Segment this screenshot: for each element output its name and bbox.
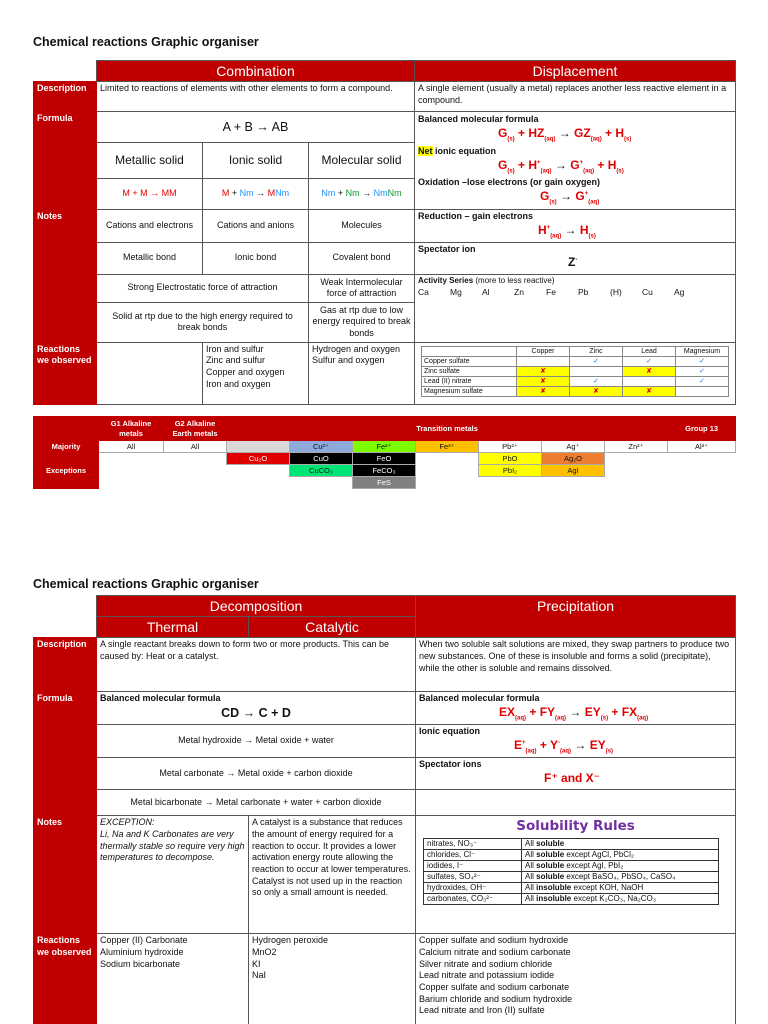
- reduction-label: Reduction – gain electrons: [418, 210, 534, 221]
- decomp-example-1: Metal hydroxide → Metal oxide + water: [97, 725, 416, 758]
- col-metallic: Metallic solid: [97, 143, 203, 178]
- reaction-item: Copper sulfate and sodium hydroxide: [419, 935, 569, 946]
- spectator-ions-value: F⁺ and X⁻: [544, 770, 601, 785]
- combination-header: Combination: [97, 61, 415, 82]
- metallic-example: M + M → MM: [97, 178, 203, 209]
- reaction-item: Aluminium hydroxide: [100, 946, 184, 957]
- reaction-item: Sulfur and oxygen: [312, 355, 385, 366]
- catalyst-notes: A catalyst is a substance that reduces the amount of energy required for a reaction to occur. It provides a lower activation energy route allowing the reaction to occur at lower temperatures. Catalyst is not used up in the reaction so only a small amount is needed.: [249, 816, 416, 934]
- reaction-item: MnO2: [252, 946, 277, 957]
- exc-fes: FeS: [353, 477, 416, 489]
- grid-header: Magnesium: [676, 346, 729, 356]
- weak-force: Weak Intermolecular force of attraction: [309, 274, 415, 302]
- decomp-example-3: Metal bicarbonate → Metal carbonate + water + carbon dioxide: [97, 790, 416, 816]
- net-ionic-label: Net ionic equation: [418, 146, 497, 157]
- col-molecular: Molecular solid: [309, 143, 415, 178]
- note-ionic-bond: Ionic bond: [203, 242, 309, 274]
- grid-cell: [676, 387, 729, 397]
- cross-icon: ✘: [517, 376, 570, 386]
- solubility-rule: All insoluble except KOH, NaOH: [522, 882, 719, 893]
- reaction-item: Hydrogen peroxide: [252, 935, 329, 946]
- exc-pbi2: PbI₂: [479, 465, 542, 477]
- spectator-cell: [415, 242, 736, 274]
- anion-label: hydroxides, OH⁻: [424, 882, 522, 893]
- reaction-item: NaI: [252, 970, 267, 981]
- anion-label: iodides, I⁻: [424, 860, 522, 871]
- ionic-reactions: [203, 342, 309, 404]
- precip-balanced-label: Balanced molecular formula: [419, 693, 540, 704]
- note-molecular-particles: Molecules: [309, 209, 415, 242]
- exc-feo: FeO: [353, 453, 416, 465]
- majority-ag: Ag⁺: [542, 441, 605, 453]
- decomposition-header: Decomposition: [97, 596, 416, 617]
- cross-icon: ✘: [517, 387, 570, 397]
- side-label-formula: Formula: [34, 112, 97, 210]
- solubility-cell: [416, 816, 736, 934]
- note-covalent-bond: Covalent bond: [309, 242, 415, 274]
- activity-metal: Pb: [578, 287, 589, 298]
- spectator-label: Spectator ion: [418, 243, 476, 254]
- spectator-ions-cell: [416, 758, 736, 790]
- balanced-equation: $G_{(s)} + HZ_{(aq)} \to GZ_{(aq)} + H_{(s)}$: [498, 125, 632, 143]
- note-metallic-bond: Metallic bond: [97, 242, 203, 274]
- check-icon: ✓: [676, 366, 729, 376]
- check-icon: ✓: [676, 356, 729, 366]
- catalytic-header: Catalytic: [249, 617, 416, 638]
- activity-metal: Ca: [418, 287, 429, 298]
- exception-text: Li, Na and K Carbonates are very thermally stable so require very high temperatures to decompose.: [100, 828, 245, 863]
- exc-cuo: CuO: [290, 453, 353, 465]
- g1-header: G1 Alkaline metals: [99, 417, 164, 441]
- majority-g2: All: [164, 441, 227, 453]
- solubility-rule: All soluble: [522, 838, 719, 849]
- check-icon: ✓: [570, 356, 623, 366]
- thermal-header: Thermal: [97, 617, 249, 638]
- check-icon: ✓: [676, 376, 729, 386]
- oxidation-equation: $G_{(s)} \to G^+_{(aq)}$: [540, 188, 600, 206]
- majority-blank: [227, 441, 290, 453]
- grid-header: Lead: [623, 346, 676, 356]
- activity-metal: Zn: [514, 287, 524, 298]
- activity-metal: (H): [610, 287, 622, 298]
- solubility-rule: All soluble except BaSO₄, PbSO₄, CaSO₄: [522, 871, 719, 882]
- reaction-item: KI: [252, 958, 261, 969]
- majority-cu: Cu²⁺: [290, 441, 353, 453]
- decomp-balanced-label: Balanced molecular formula: [100, 693, 221, 704]
- transition-header: Transition metals: [227, 417, 668, 441]
- anion-label: sulfates, SO₄²⁻: [424, 871, 522, 882]
- cross-icon: ✘: [623, 387, 676, 397]
- decomp-example-2: Metal carbonate → Metal oxide + carbon dioxide: [97, 758, 416, 790]
- reaction-item: Hydrogen and oxygen: [312, 343, 401, 354]
- reaction-item: Barium chloride and sodium hydroxide: [419, 993, 573, 1004]
- reactions-table-2: [33, 595, 736, 1024]
- cross-icon: ✘: [517, 366, 570, 376]
- precip-balanced-cell: [416, 692, 736, 725]
- activity-series: [418, 287, 732, 298]
- solubility-title: Solubility Rules: [516, 818, 635, 835]
- majority-g1: All: [99, 441, 164, 453]
- reaction-item: Copper (II) Carbonate: [100, 935, 188, 946]
- cross-icon: ✘: [570, 387, 623, 397]
- displacement-observations: [415, 342, 736, 404]
- net-ionic-equation: $G_{(s)} + H^+_{(aq)} \to G^+_{(aq)} + H_{(s)}$: [498, 157, 624, 175]
- side2-notes: Notes: [34, 816, 97, 934]
- majority-fe3: Fe³⁺: [416, 441, 479, 453]
- gas-rtp: Gas at rtp due to low energy required to break bonds: [309, 302, 415, 342]
- exc-feco3: FeCO₃: [353, 465, 416, 477]
- strong-force: Strong Electrostatic force of attraction: [97, 274, 309, 302]
- combination-description: Limited to reactions of elements with other elements to form a compound.: [97, 82, 415, 112]
- side-label-notes: Notes: [34, 209, 97, 342]
- majority-label: Majority: [34, 441, 99, 453]
- displacement-grid: [421, 346, 729, 397]
- exception-label: EXCEPTION:: [100, 817, 155, 828]
- oxidation-label: Oxidation –lose electrons (or gain oxygen): [418, 176, 601, 187]
- activity-metal: Fe: [546, 287, 556, 298]
- g13-header: Group 13: [668, 417, 736, 441]
- reduction-cell: [415, 209, 736, 242]
- anion-label: chlorides, Cl⁻: [424, 849, 522, 860]
- balanced-label: Balanced molecular formula: [418, 114, 539, 125]
- precipitation-description: When two soluble salt solutions are mixed, they swap partners to produce two new substances. One of these is insoluble and forms a solid (precipitate), while the other is soluble and remains dissolved.: [416, 638, 736, 692]
- exc-ag2o: Ag₂O: [542, 453, 605, 465]
- reaction-item: Lead nitrate and potassium iodide: [419, 970, 555, 981]
- activity-metal: Cu: [642, 287, 653, 298]
- activity-series-cell: [415, 274, 736, 342]
- side2-description: Description: [34, 638, 97, 692]
- decomp-formula: CD → C + D: [221, 706, 291, 721]
- spectator-value: Z-: [568, 255, 578, 270]
- grid-row-label: Lead (II) nitrate: [422, 376, 517, 386]
- catalytic-reactions: [249, 934, 416, 1024]
- reaction-item: Iron and sulfur: [206, 343, 264, 354]
- ionic-label: Ionic equation: [419, 726, 481, 737]
- activity-metal: Al: [482, 287, 490, 298]
- majority-fe2: Fe²⁺: [353, 441, 416, 453]
- combination-formula: A + B → AB: [97, 112, 415, 143]
- displacement-description: A single element (usually a metal) replaces another less reactive element in a compound.: [415, 82, 736, 112]
- check-icon: ✓: [570, 376, 623, 386]
- decomposition-formula-cell: [97, 692, 416, 725]
- grid-row-label: Zinc sulfate: [422, 366, 517, 376]
- grid-header: Copper: [517, 346, 570, 356]
- thermal-reactions: [97, 934, 249, 1024]
- page-title: Chemical reactions Graphic organiser: [33, 35, 259, 49]
- grid-row-label: Magnesium sulfate: [422, 387, 517, 397]
- anion-label: nitrates, NO₃⁻: [424, 838, 522, 849]
- reduction-equation: $H^+_{(aq)} \to H_{(s)}$: [538, 222, 596, 239]
- solubility-rule: All insoluble except K₂CO₃, Na₂CO₃: [522, 893, 719, 904]
- precipitation-reactions: [416, 934, 736, 1024]
- note-metallic-particles: Cations and electrons: [97, 209, 203, 242]
- reactions-table-1: [33, 60, 736, 405]
- grid-cell: [517, 356, 570, 366]
- side2-formula: Formula: [34, 692, 97, 816]
- anion-label: carbonates, CO₃²⁻: [424, 893, 522, 904]
- majority-zn: Zn²⁺: [605, 441, 668, 453]
- grid-cell: [570, 366, 623, 376]
- cross-icon: ✘: [623, 366, 676, 376]
- solubility-rules: [423, 838, 719, 905]
- decomposition-description: A single reactant breaks down to form two or more products. This can be caused by: Heat or a catalyst.: [97, 638, 416, 692]
- majority-al: Al³⁺: [668, 441, 736, 453]
- activity-metal: Ag: [674, 287, 685, 298]
- majority-pb: Pb²⁺: [479, 441, 542, 453]
- grid-row-label: Copper sulfate: [422, 356, 517, 366]
- solid-rtp: Solid at rtp due to the high energy required to break bonds: [97, 302, 309, 342]
- page2-title: Chemical reactions Graphic organiser: [33, 577, 259, 591]
- exceptions-label: Exceptions: [34, 453, 99, 489]
- spectator-ions-label: Spectator ions: [419, 759, 482, 770]
- col-ionic: Ionic solid: [203, 143, 309, 178]
- solubility-rule: All soluble except AgCl, PbCl₂: [522, 849, 719, 860]
- displacement-formulas: [415, 112, 736, 210]
- reaction-item: Sodium bicarbonate: [100, 958, 181, 969]
- exc-cu2o: Cu₂O: [227, 453, 290, 465]
- reaction-item: Silver nitrate and sodium chloride: [419, 958, 553, 969]
- exc-pbo: PbO: [479, 453, 542, 465]
- reaction-item: Iron and oxygen: [206, 378, 271, 389]
- grid-cell: [623, 376, 676, 386]
- reaction-item: Copper and oxygen: [206, 367, 285, 378]
- displacement-header: Displacement: [415, 61, 736, 82]
- precipitation-header: Precipitation: [416, 596, 736, 638]
- reaction-item: Zinc and sulfur: [206, 355, 266, 366]
- check-icon: ✓: [623, 356, 676, 366]
- side-label-reactions: Reactions we observed: [34, 342, 97, 404]
- reaction-item: Calcium nitrate and sodium carbonate: [419, 946, 571, 957]
- solubility-rule: All soluble except AgI, PbI₂: [522, 860, 719, 871]
- reaction-item: Copper sulfate and sodium carbonate: [419, 981, 570, 992]
- exc-agi: AgI: [542, 465, 605, 477]
- activity-metal: Mg: [450, 287, 462, 298]
- grid-header: Zinc: [570, 346, 623, 356]
- side-label-description: Description: [34, 82, 97, 112]
- ionic-equation: $E^+_{(aq)} + Y^-_{(aq)} \to EY_{(s)}$: [514, 737, 614, 755]
- reaction-item: Lead nitrate and Iron (II) sulfate: [419, 1005, 545, 1016]
- side2-reactions: Reactions we observed: [34, 934, 97, 1024]
- activity-label: Activity Series (more to less reactive): [418, 275, 555, 285]
- ionic-equation-cell: [416, 725, 736, 758]
- exc-cuco3: CuCO₃: [290, 465, 353, 477]
- molecular-reactions: [309, 342, 415, 404]
- molecular-example: Nm + Nm → NmNm: [309, 178, 415, 209]
- g2-header: G2 Alkaline Earth metals: [164, 417, 227, 441]
- ionic-example: M + Nm → MNm: [203, 178, 309, 209]
- thermal-notes: [97, 816, 249, 934]
- transition-metals-table: [33, 416, 736, 489]
- note-ionic-particles: Cations and anions: [203, 209, 309, 242]
- precip-balanced-equation: $EX_{(aq)} + FY_{(aq)} \to EY_{(s)} + FX_{(aq)}$: [499, 705, 649, 722]
